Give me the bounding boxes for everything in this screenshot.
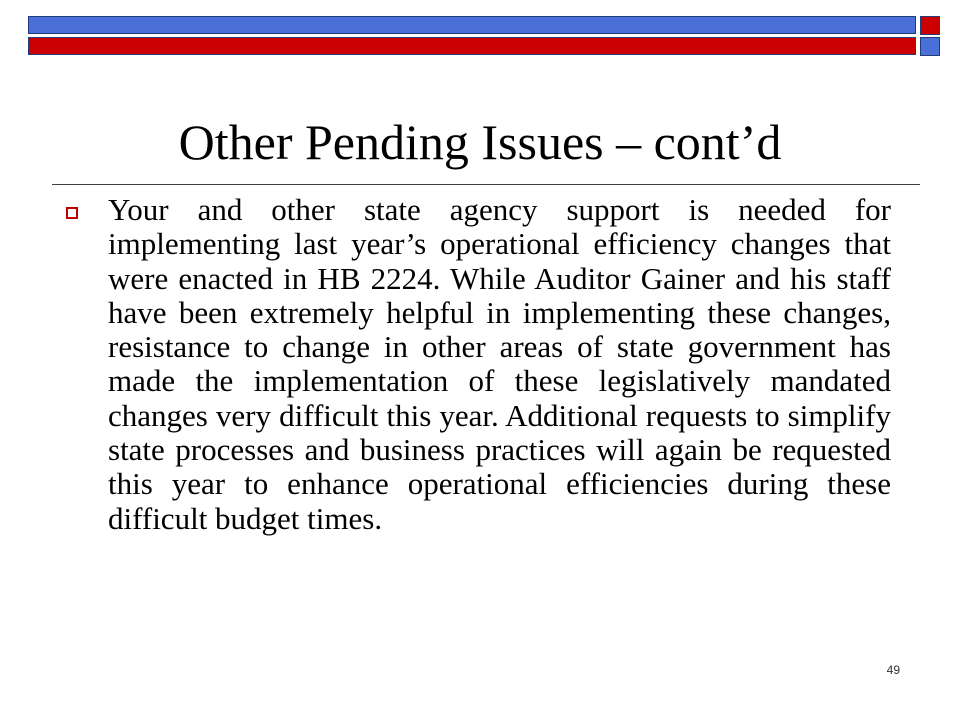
title-divider	[52, 184, 920, 185]
slide-number: 49	[886, 663, 900, 677]
hollow-square-bullet-icon	[66, 207, 78, 219]
header-square-red	[920, 16, 940, 35]
bullet-text: Your and other state agency support is needed for implementing last year’s operational efficiency changes that were enacted in HB 2224. While Auditor Gainer and his staff have been extremely helpful in implementing these changes, resistance to change in other areas of state government has made the implementation of these legislatively mandated changes very difficult this year. Additional requests to simplify state processes and business practices will again be requested this year to enhance operational efficiencies during these difficult budget times.	[108, 192, 891, 536]
header-bar-red	[28, 37, 916, 55]
header-bar-blue	[28, 16, 916, 34]
header-square-blue	[920, 37, 940, 56]
slide-title: Other Pending Issues – cont’d	[178, 114, 782, 170]
